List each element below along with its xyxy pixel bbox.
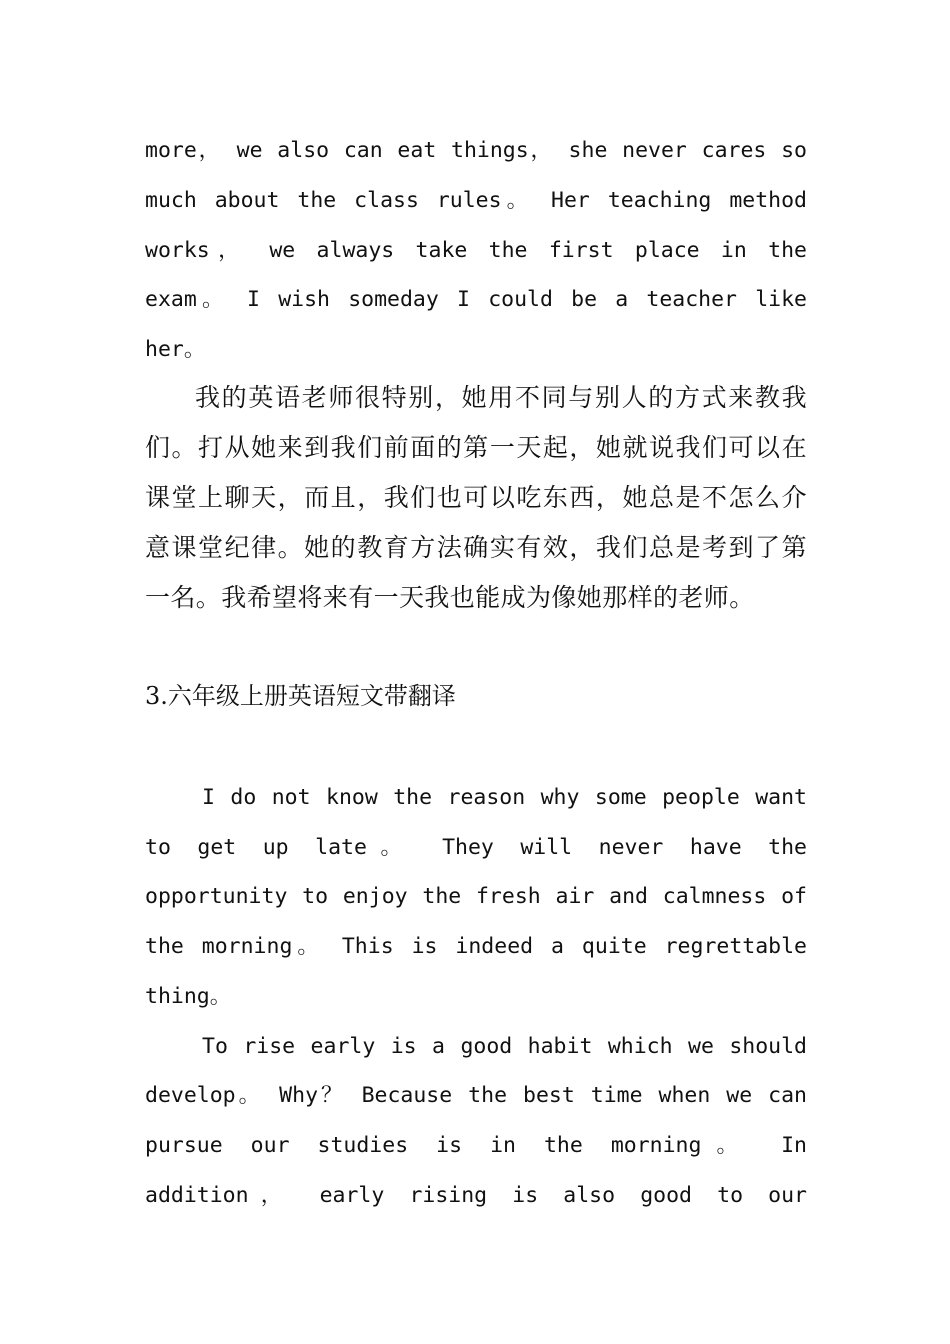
paragraph-line: more， we also can eat things， she never cares so [145, 138, 807, 163]
translation-line: 一名。我希望将来有一天我也能成为像她那样的老师。 [145, 583, 755, 612]
paragraph-line: works， we always take the first place in the [145, 238, 807, 263]
translation-line: 课堂上聊天，而且，我们也可以吃东西，她总是不怎么介 [145, 483, 807, 512]
paragraph-line: thing。 [145, 984, 232, 1009]
translation-line: 们。打从她来到我们前面的第一天起，她就说我们可以在 [145, 433, 807, 462]
paragraph-line: addition， early rising is also good to our [145, 1183, 807, 1208]
paragraph-line: pursue our studies is in the morning。 In [145, 1133, 807, 1158]
section-heading: 3.六年级上册英语短文带翻译 [145, 682, 456, 710]
paragraph-line: I do not know the reason why some people want [202, 785, 807, 810]
translation-line: 意课堂纪律。她的教育方法确实有效，我们总是考到了第 [145, 533, 807, 562]
paragraph-line: to get up late。 They will never have the [145, 835, 807, 860]
paragraph-line: much about the class rules。 Her teaching method [145, 188, 807, 213]
paragraph-line: To rise early is a good habit which we should [202, 1034, 807, 1059]
paragraph-line: develop。 Why？ Because the best time when we can [145, 1083, 807, 1108]
paragraph-line: opportunity to enjoy the fresh air and calmness of [145, 884, 807, 909]
paragraph-line: exam。 I wish someday I could be a teacher like [145, 287, 807, 312]
translation-line: 我的英语老师很特别，她用不同与别人的方式来教我 [195, 383, 807, 412]
paragraph-line: her。 [145, 337, 206, 362]
paragraph-line: the morning。 This is indeed a quite regrettable [145, 934, 807, 959]
